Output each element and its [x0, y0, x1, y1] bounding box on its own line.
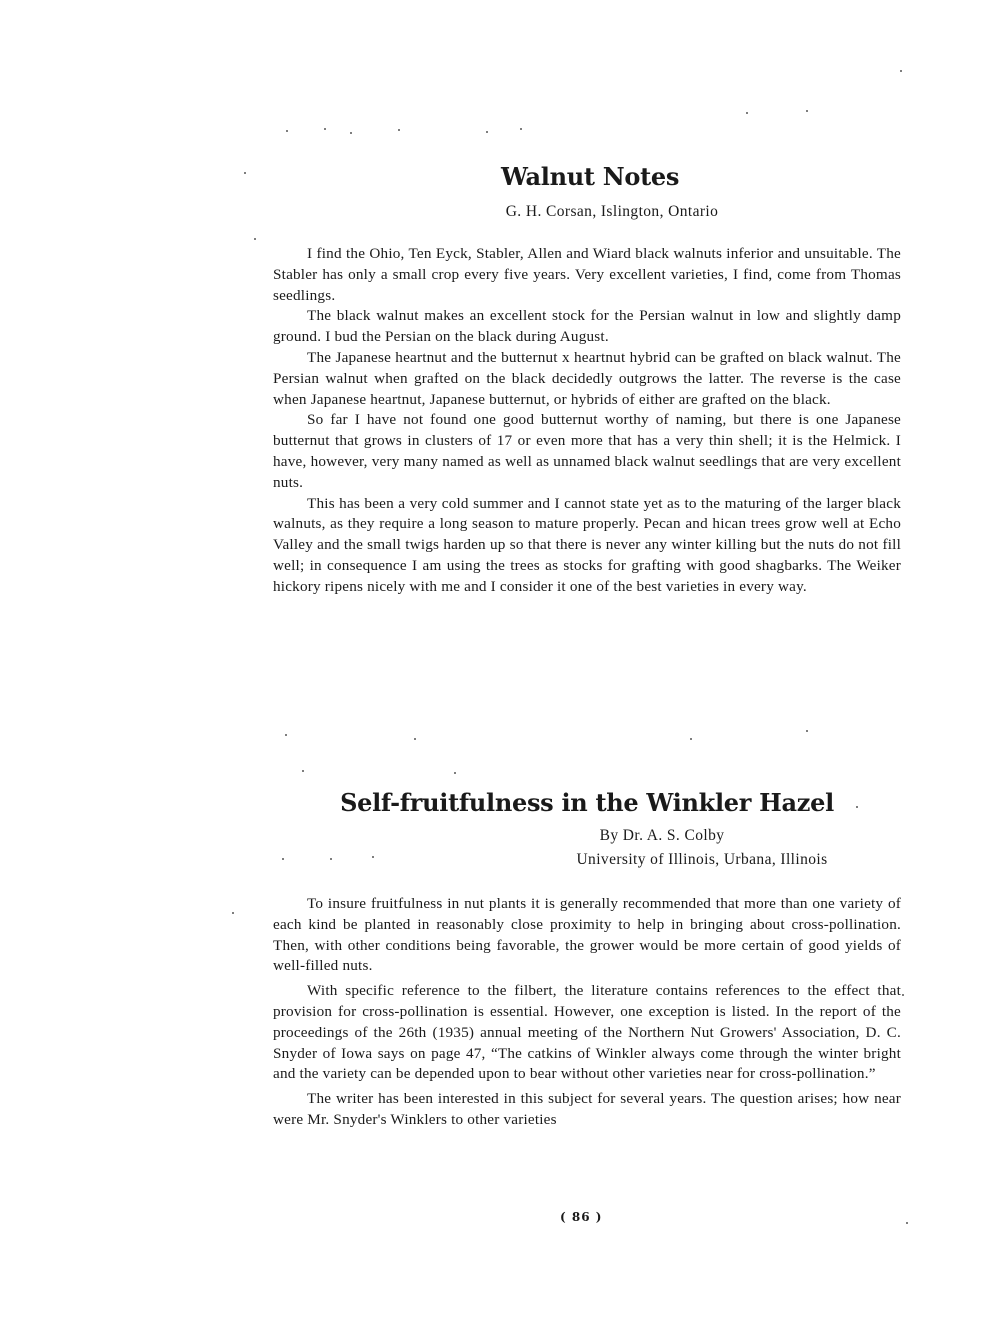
scan-speck	[286, 130, 288, 132]
scan-speck	[324, 128, 326, 130]
scan-speck	[486, 131, 488, 133]
paragraph: With specific reference to the filbert, the literature contains references to the effect that provision for cross-pollination is essential. However, one exception is listed. In the report of the proceedings of the 26th (1935) annual meeting of the Northern Nut Growers' Association, D. C. Snyder of Iowa says on page 47, “The catkins of Winkler always come through the winter bright and the variety can be depended upon to bear without other varieties near for cross-pollination.”	[273, 982, 901, 1083]
paragraph: So far I have not found one good butternut worthy of naming, but there is one Japanese butternut that grows in clusters of 17 or even more that has a very thin shell; it is the Helmick. I have, however, very many named as well as unnamed black walnut seedlings that are very excellent nuts.	[273, 411, 901, 491]
scan-speck	[414, 738, 416, 740]
scan-speck	[282, 858, 284, 860]
scan-speck	[902, 994, 904, 996]
scan-speck	[690, 738, 692, 740]
article-winkler-hazel	[273, 786, 901, 1135]
article-byline: G. H. Corsan, Islington, Ontario	[505, 203, 719, 220]
scan-speck	[330, 858, 332, 860]
scan-speck	[806, 730, 808, 732]
article-title: Self-fruitfulness in the Winkler Hazel	[340, 788, 834, 817]
scan-speck	[746, 112, 748, 114]
page-number: ( 86 )	[560, 1210, 603, 1224]
scan-speck	[302, 770, 304, 772]
scan-speck	[285, 734, 287, 736]
article-title: Walnut Notes	[500, 162, 680, 191]
scan-speck	[454, 772, 456, 774]
scan-speck	[900, 70, 902, 72]
article-body	[273, 894, 901, 1131]
paragraph: The Japanese heartnut and the butternut x heartnut hybrid can be grafted on black walnut. The Persian walnut when grafted on the black decidedly outgrows the latter. The reverse is the case when Japanese heartnut, Japanese butternut, or hybrids of either are grafted on the black.	[273, 348, 901, 408]
scan-speck	[520, 128, 522, 130]
scan-speck	[254, 238, 256, 240]
scan-speck	[906, 1222, 908, 1224]
scan-speck	[398, 129, 400, 131]
paragraph: The black walnut makes an excellent stock for the Persian walnut in low and slightly damp ground. I bud the Persian on the black during August.	[273, 307, 901, 346]
paragraph: This has been a very cold summer and I cannot state yet as to the maturing of the larger black walnuts, as they require a long season to mature properly. Pecan and hican trees grow well at Echo Valley and the small twigs harden up so that there is never any winter killing but the nuts do not fill well; in consequence I am using the trees as stocks for grafting with good shagbarks. The Weiker hickory ripens nicely with me and I consider it one of the best varieties in every way.	[273, 494, 901, 595]
paragraph: I find the Ohio, Ten Eyck, Stabler, Allen and Wiard black walnuts inferior and unsuitable. The Stabler has only a small crop every five years. Very excellent varieties, I find, come from Thomas seedlings.	[273, 245, 901, 304]
article-byline: By Dr. A. S. Colby	[599, 827, 725, 844]
scan-speck	[856, 806, 858, 808]
paragraph: To insure fruitfulness in nut plants it is generally recommended that more than one variety of each kind be planted in reasonably close proximity to help in bringing about cross-pollination. Then, with other conditions being favorable, the grower would be more certain of good yields of well-filled nuts.	[273, 895, 901, 975]
article-body	[273, 244, 901, 598]
scan-speck	[232, 912, 234, 914]
article-affiliation: University of Illinois, Urbana, Illinois	[576, 851, 828, 868]
scan-speck	[806, 110, 808, 112]
paragraph: The writer has been interested in this subject for several years. The question arises; how near were Mr. Snyder's Winklers to other varieties	[273, 1090, 901, 1128]
scan-speck	[350, 132, 352, 134]
scan-speck	[372, 856, 374, 858]
scan-speck	[244, 172, 246, 174]
article-walnut-notes	[273, 160, 901, 598]
